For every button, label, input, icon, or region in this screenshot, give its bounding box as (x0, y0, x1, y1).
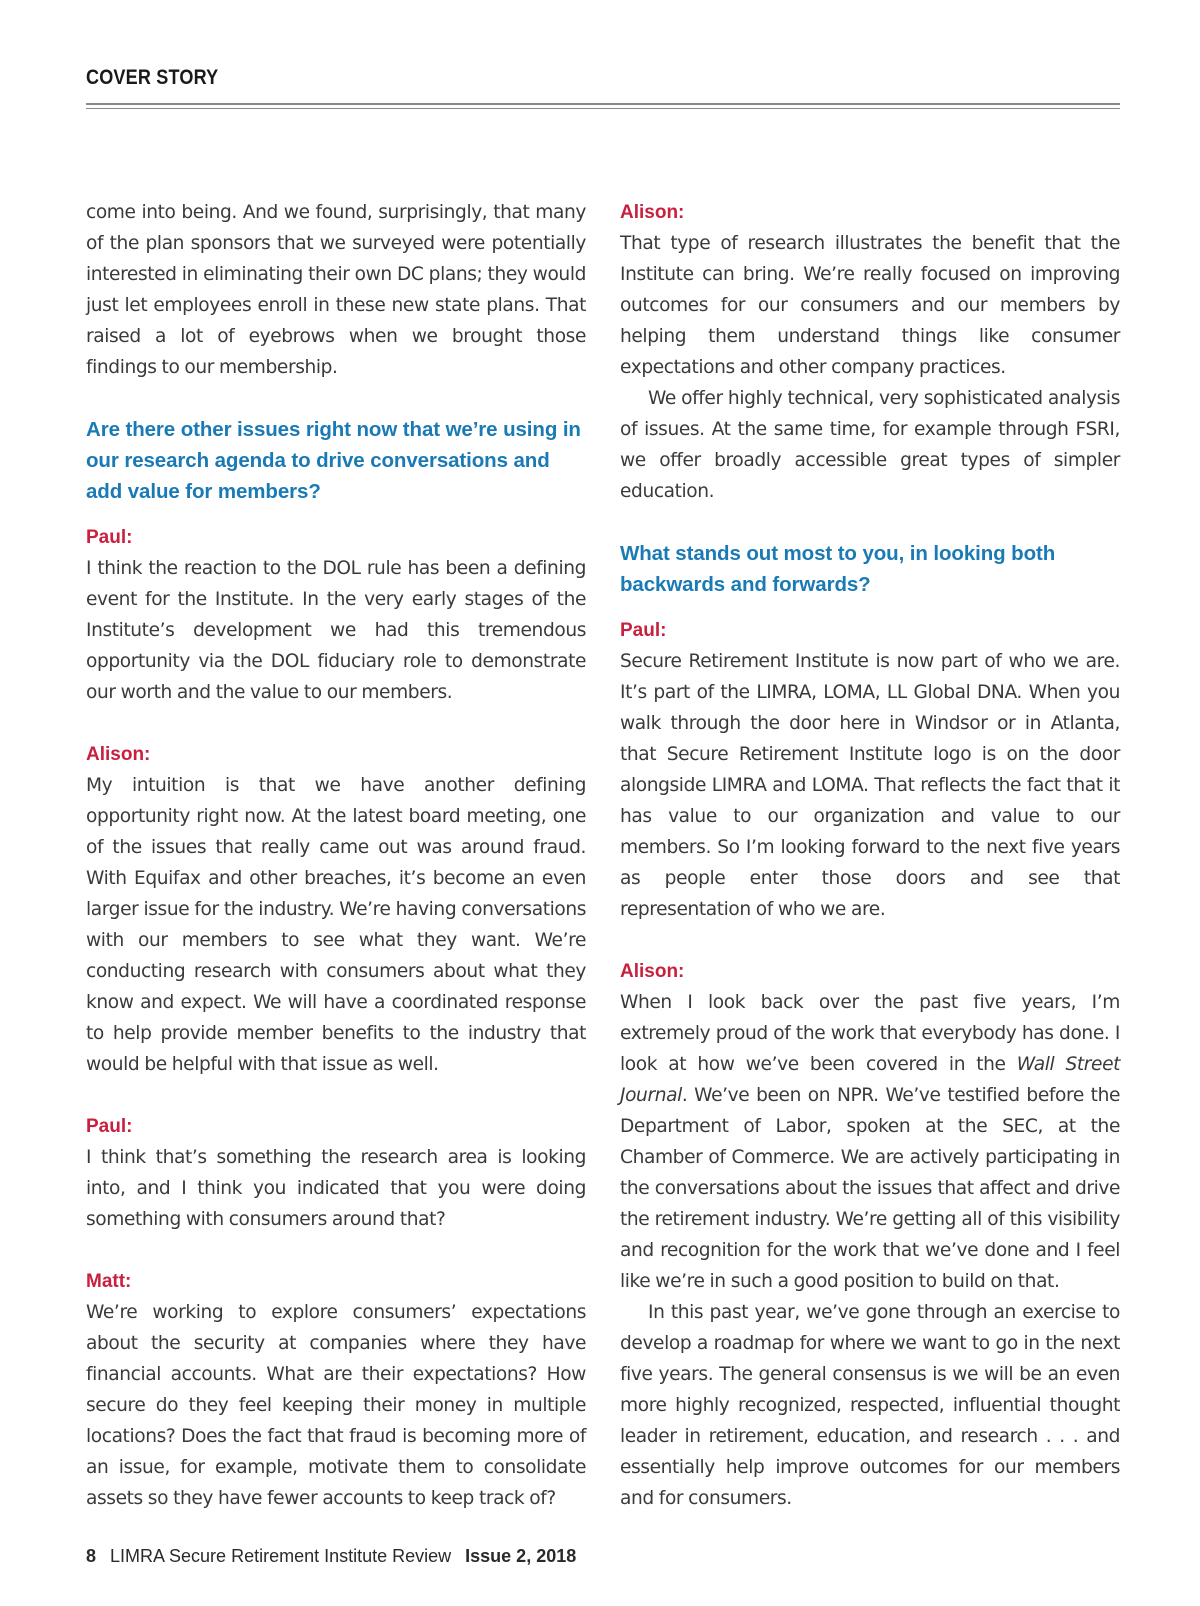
paragraph: come into being. And we found, surprisingly, that many of the plan sponsors that we surveyed were potentially interested in eliminating their own DC plans; they would just let employees enroll in these new state plans. That raised a lot of eyebrows when we brought those findings to our membership. (86, 202, 586, 378)
header-rule-top (86, 103, 1120, 105)
issue-label: Issue 2, 2018 (465, 1546, 577, 1566)
header-rule-bottom (86, 108, 1120, 109)
paragraph-text: When I look back over the past five years, I’m extremely proud of the work that everybody has done. I look at how we’ve been covered in the (620, 992, 1120, 1075)
interview-question: Are there other issues right now that we’re using in our research agenda to drive conversations and add value for members? (86, 418, 581, 503)
paragraph-text: . We’ve been on NPR. We’ve testified before the Department of Labor, spoken at the SEC, at the Chamber of Commerce. We are actively participating in the conversations about the issues that affect and drive the retirement industry. We’re getting all of this visibility and recognition for the work that we’ve done and I feel like we’re in such a good position to build on that. (620, 1085, 1120, 1292)
speaker-label: Paul: (86, 1116, 133, 1137)
publication-name: LIMRA Secure Retirement Institute Review (110, 1546, 452, 1566)
page-number: 8 (86, 1546, 97, 1566)
publication-title: Wall Street Journal (620, 1054, 1120, 1106)
paragraph: We offer highly technical, very sophisticated analysis of issues. At the same time, for example through FSRI, we offer broadly accessible great types of simpler education. (620, 388, 1120, 502)
left-column (86, 197, 586, 1514)
paragraph: My intuition is that we have another defining opportunity right now. At the latest board meeting, one of the issues that really came out was around fraud. With Equifax and other breaches, it’s become an even larger issue for the industry. We’re having conversations with our members to see what they want. We’re conducting research with consumers about what they know and expect. We will have a coordinated response to help provide member benefits to the industry that would be helpful with that issue as well. (86, 775, 586, 1075)
speaker-label: Paul: (620, 620, 667, 641)
speaker-label: Alison: (86, 744, 151, 765)
paragraph (620, 987, 1120, 1297)
page-footer (86, 1546, 576, 1567)
paragraph: That type of research illustrates the benefit that the Institute can bring. We’re really focused on improving outcomes for our consumers and our members by helping them understand things like consumer expectations and other company practices. (620, 233, 1120, 378)
paragraph: I think that’s something the research area is looking into, and I think you indicated that you were doing something with consumers around that? (86, 1147, 586, 1230)
paragraph: We’re working to explore consumers’ expectations about the security at companies where they have financial accounts. What are their expectations? How secure do they feel keeping their money in multiple locations? Does the fact that fraud is becoming more of an issue, for example, motivate them to consolidate assets so they have fewer accounts to keep track of? (86, 1302, 586, 1509)
paragraph: Secure Retirement Institute is now part of who we are. It’s part of the LIMRA, LOMA, LL Global DNA. When you walk through the door here in Windsor or in Atlanta, that Secure Retirement Institute logo is on the door alongside LIMRA and LOMA. That reflects the fact that it has value to our organization and value to our members. So I’m looking forward to the next five years as people enter those doors and see that representation of who we are. (620, 651, 1120, 920)
speaker-label: Alison: (620, 202, 685, 223)
speaker-label: Alison: (620, 961, 685, 982)
right-column (620, 197, 1120, 1514)
speaker-label: Paul: (86, 527, 133, 548)
section-label: COVER STORY (86, 66, 219, 89)
paragraph: I think the reaction to the DOL rule has been a defining event for the Institute. In the very early stages of the Institute’s development we had this tremendous opportunity via the DOL fiduciary role to demonstrate our worth and the value to our members. (86, 558, 586, 703)
interview-question: What stands out most to you, in looking both backwards and forwards? (620, 542, 1056, 596)
paragraph: In this past year, we’ve gone through an exercise to develop a roadmap for where we want to go in the next five years. The general consensus is we will be an even more highly recognized, respected, influential thought leader in retirement, education, and research . . . and essentially help improve outcomes for our members and for consumers. (620, 1302, 1120, 1509)
speaker-label: Matt: (86, 1271, 132, 1292)
